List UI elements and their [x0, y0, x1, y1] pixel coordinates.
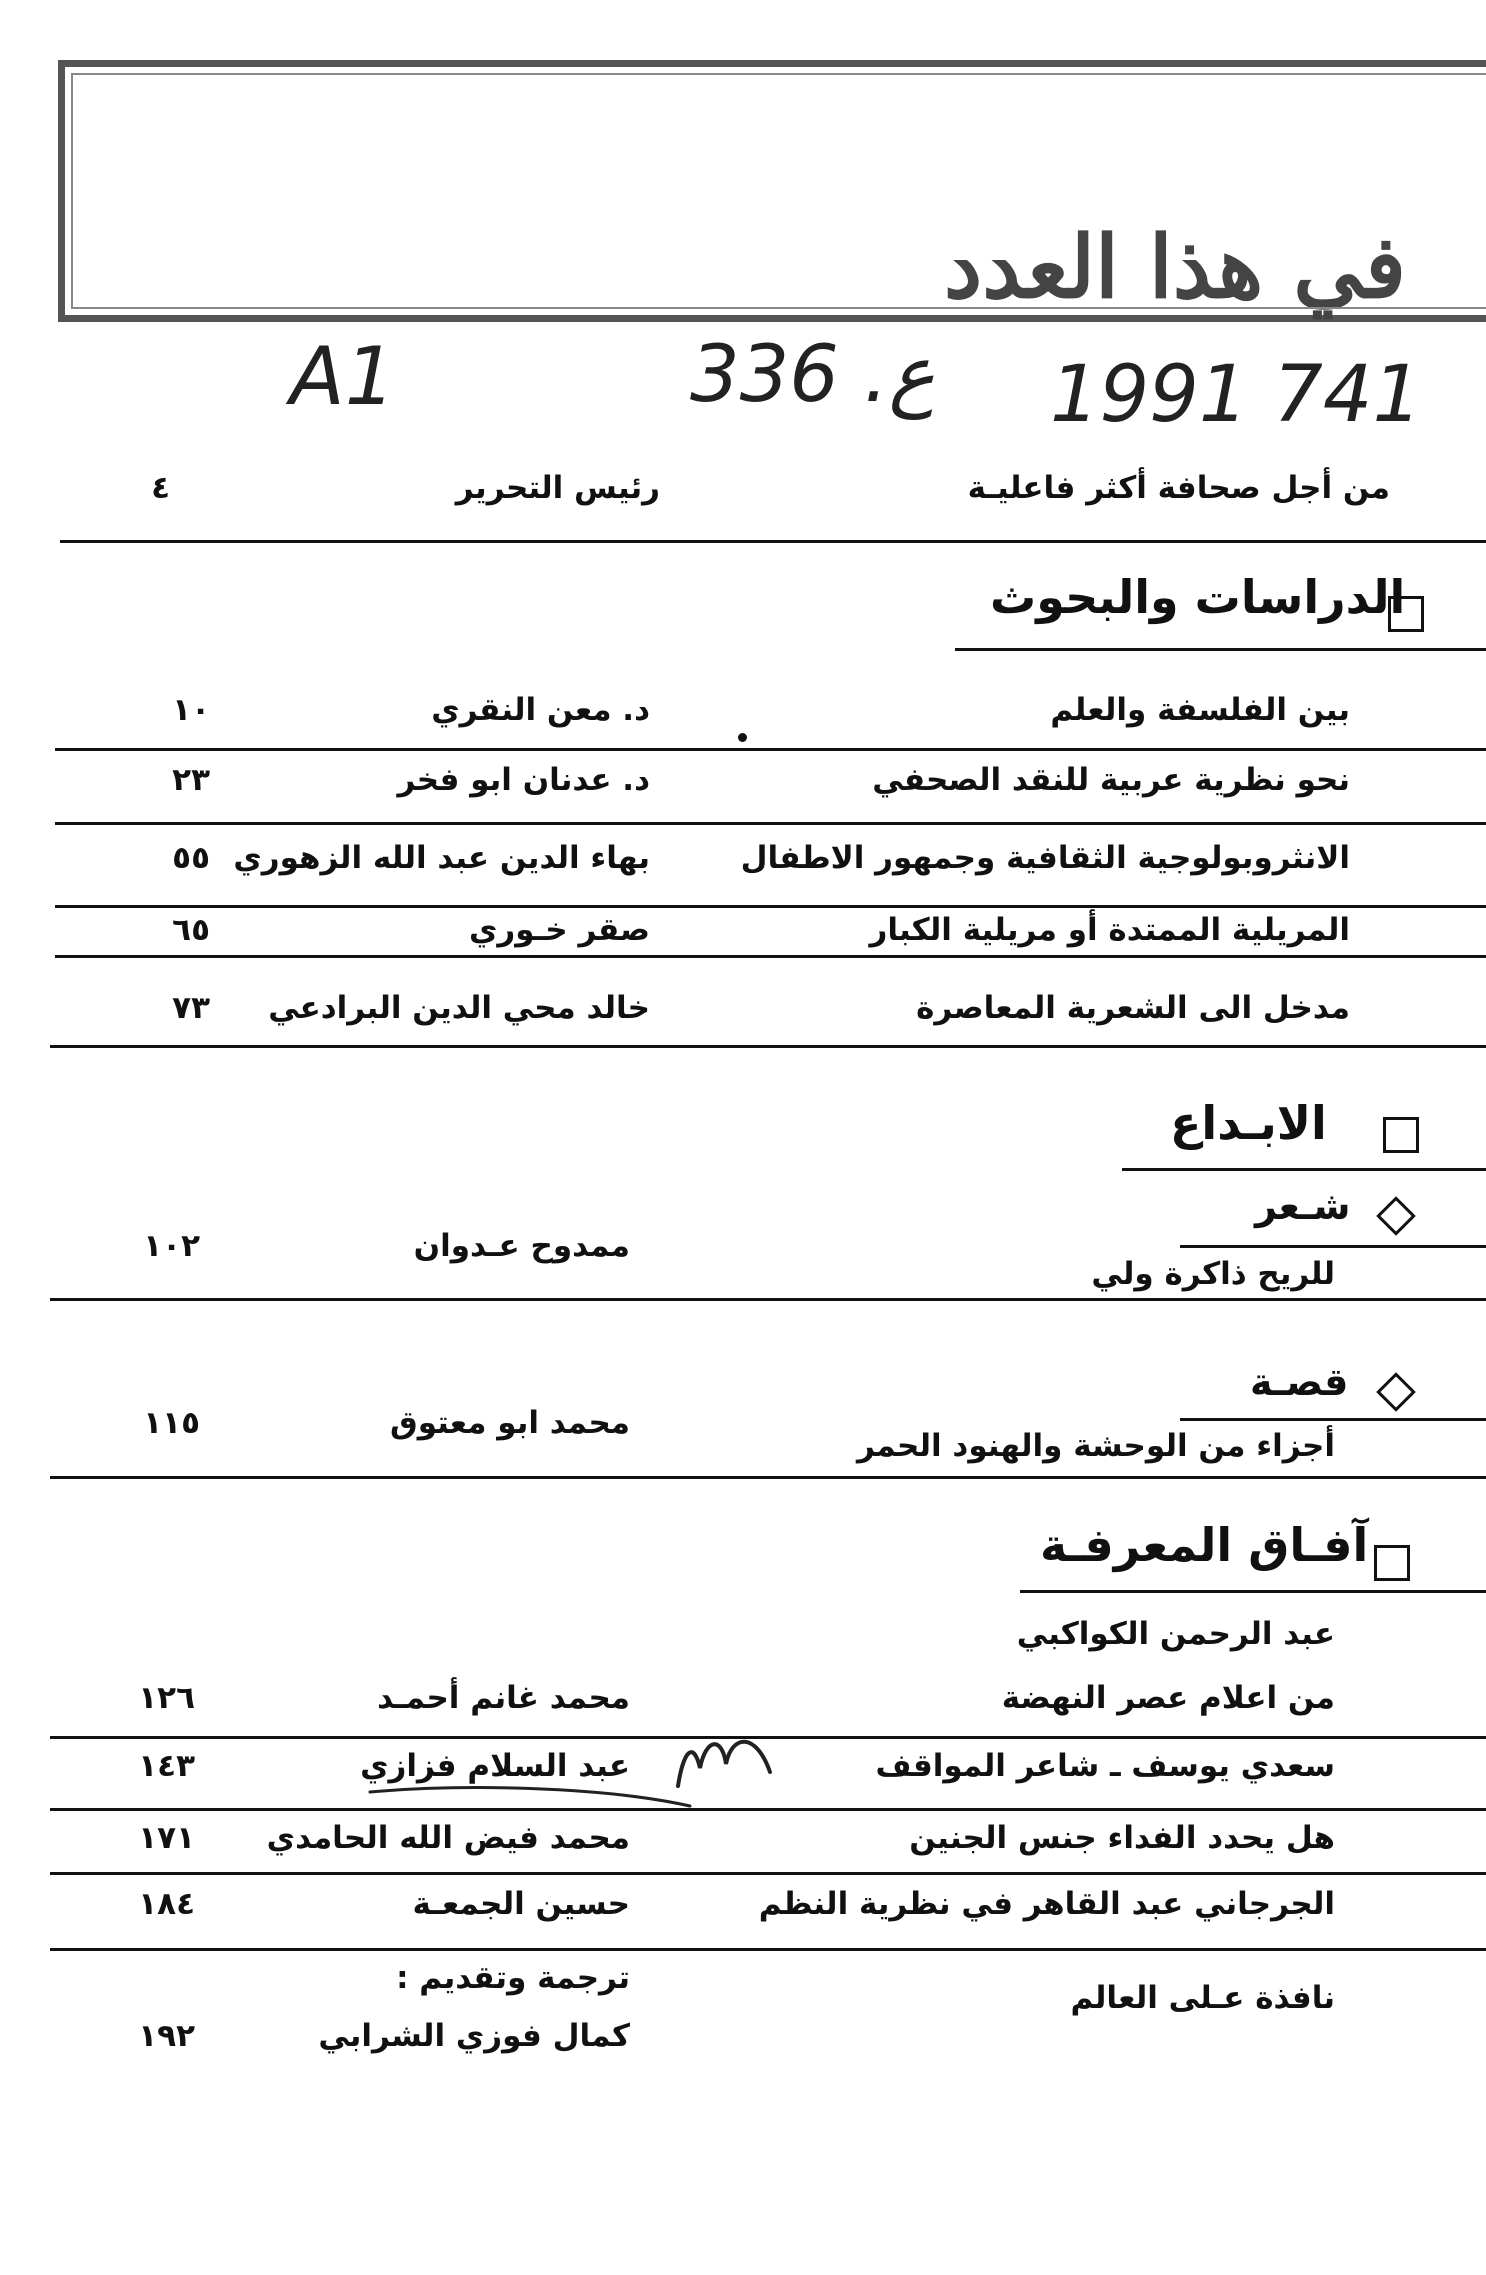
article-title: من أجل صحافة أكثر فاعليـة — [967, 470, 1390, 506]
list-item — [60, 762, 1350, 822]
article-author: خالد محي الدين البرادعي — [268, 990, 650, 1026]
article-title: عبد الرحمن الكواكبي — [1016, 1616, 1335, 1652]
diamond-icon — [1376, 1372, 1416, 1412]
list-item — [60, 1256, 1335, 1316]
article-title: أجزاء من الوحشة والهنود الحمر — [856, 1428, 1335, 1464]
article-title: الجرجاني عبد القاهر في نظرية النظم — [758, 1886, 1335, 1922]
handwritten-year: 1991 741 — [1050, 350, 1423, 440]
handwritten-a1: A1 — [290, 330, 396, 423]
page-number: ١٨٤ — [138, 1886, 195, 1922]
section-title: الدراسات والبحوث — [990, 570, 1406, 624]
divider — [55, 955, 1486, 958]
subsection-title: قصـة — [1250, 1360, 1349, 1404]
page-number: ٤ — [151, 470, 170, 506]
article-author: محمد ابو معتوق — [389, 1405, 630, 1441]
article-author: محمد غانم أحمـد — [377, 1680, 630, 1716]
article-author: د. عدنان ابو فخر — [397, 762, 650, 798]
list-item — [60, 1428, 1335, 1488]
list-item — [60, 990, 1350, 1050]
divider — [50, 1476, 1486, 1479]
article-title: نافذة عـلى العالم — [1070, 1980, 1335, 2016]
page-number: ١٩٢ — [138, 2018, 195, 2054]
section-title: الابـداع — [1170, 1096, 1327, 1150]
list-item — [60, 840, 1350, 900]
article-title: للريح ذاكرة ولي — [1091, 1256, 1335, 1292]
article-title: الانثروبولوجية الثقافية وجمهور الاطفال — [740, 840, 1350, 876]
divider — [50, 1808, 1486, 1811]
article-title: هل يحدد الفداء جنس الجنين — [909, 1820, 1335, 1856]
list-item — [60, 692, 1350, 752]
editorial-row — [60, 470, 1390, 530]
handwritten-underline — [360, 1780, 700, 1810]
section-title: آفـاق المعرفـة — [1040, 1518, 1369, 1572]
checkbox-icon — [1383, 1117, 1419, 1153]
article-title: مدخل الى الشعرية المعاصرة — [916, 990, 1350, 1026]
section-underline — [1122, 1168, 1486, 1171]
list-item — [60, 1616, 1335, 1676]
subsection-title: شـعر — [1255, 1184, 1351, 1228]
article-title: بين الفلسفة والعلم — [1050, 692, 1350, 728]
article-title: من اعلام عصر النهضة — [1001, 1680, 1335, 1716]
diamond-icon — [1376, 1196, 1416, 1236]
article-author: ترجمة وتقديم : — [396, 1960, 630, 1996]
page-number: ٦٥ — [172, 912, 210, 948]
page-number: ١٧١ — [138, 1820, 195, 1856]
page-number: ٧٣ — [172, 990, 210, 1026]
list-item — [60, 2018, 1335, 2078]
list-item — [60, 912, 1350, 972]
page-number: ١٤٣ — [138, 1748, 195, 1784]
article-author: ممدوح عـدوان — [413, 1228, 630, 1264]
divider — [50, 1298, 1486, 1301]
divider — [60, 540, 1486, 543]
list-item — [60, 1820, 1335, 1880]
list-item — [60, 1886, 1335, 1946]
page-number: ١٠ — [172, 692, 210, 728]
article-author: رئيس التحرير — [455, 470, 660, 506]
divider — [55, 748, 1486, 751]
stray-dot — [738, 733, 747, 742]
banner-title: في هذا العدد — [943, 217, 1406, 318]
article-author: كمال فوزي الشرابي — [318, 2018, 630, 2054]
handwritten-code: 336 .ع — [690, 330, 936, 420]
page-number: ٢٣ — [172, 762, 210, 798]
article-author: د. معن النقري — [431, 692, 650, 728]
page-number: ١٠٢ — [143, 1228, 200, 1264]
article-author: بهاء الدين عبد الله الزهوري — [233, 840, 650, 876]
divider — [50, 1948, 1486, 1951]
page-number: ١١٥ — [143, 1405, 200, 1441]
list-item — [60, 1960, 1335, 2020]
divider — [55, 822, 1486, 825]
article-title: المريلية الممتدة أو مريلية الكبار — [869, 912, 1350, 948]
article-author: صقر خـوري — [469, 912, 650, 948]
section-underline — [955, 648, 1486, 651]
title-banner — [58, 60, 1486, 322]
article-author: حسين الجمعـة — [412, 1886, 630, 1922]
section-underline — [1020, 1590, 1486, 1593]
divider — [50, 1045, 1486, 1048]
article-author: عبد السلام فزازي — [360, 1748, 630, 1784]
divider — [55, 905, 1486, 908]
page-number: ١٢٦ — [138, 1680, 195, 1716]
article-title: سعدي يوسف ـ شاعر المواقف — [875, 1748, 1335, 1784]
checkbox-icon — [1374, 1545, 1410, 1581]
divider — [50, 1872, 1486, 1875]
article-author: محمد فيض الله الحامدي — [266, 1820, 630, 1856]
page-number: ٥٥ — [172, 840, 210, 876]
article-title: نحو نظرية عربية للنقد الصحفي — [872, 762, 1350, 798]
